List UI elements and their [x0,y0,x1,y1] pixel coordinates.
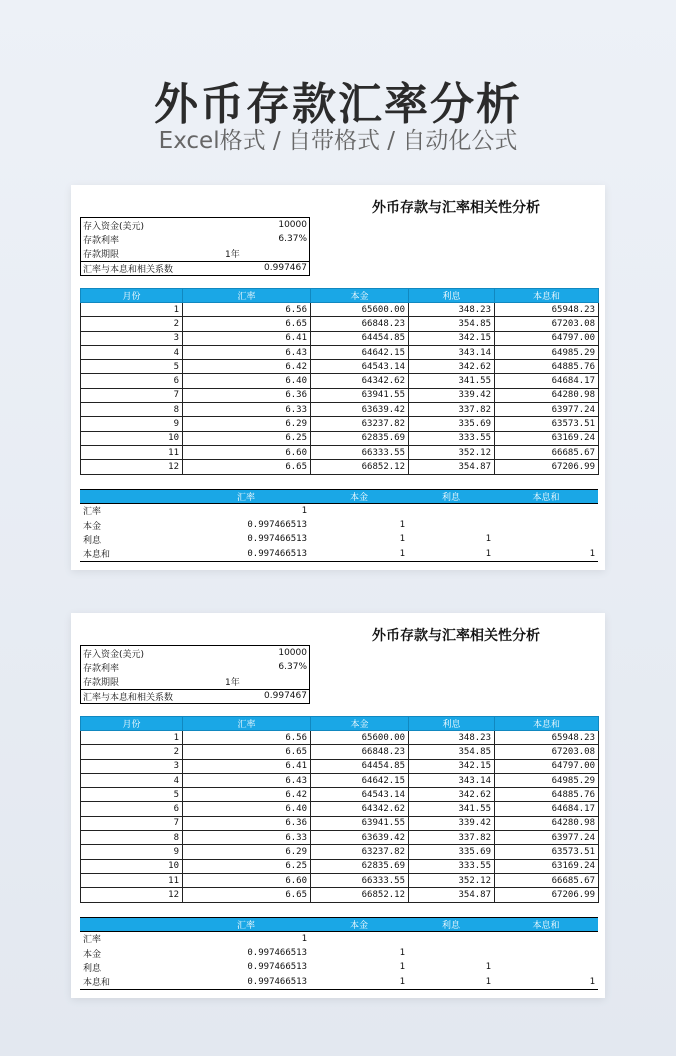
corr-row [80,518,598,532]
table-cell: 64684.17 [495,374,599,388]
corr-cell: 1 [494,547,598,561]
table-row [81,845,599,859]
corr-cell [494,946,598,960]
column-header: 利息 [409,717,495,731]
corr-cell: 1 [301,505,307,516]
corr-row [80,975,598,989]
page-subtitle: Excel格式 / 自带格式 / 自动化公式 [158,128,518,154]
table-cell: 1 [81,303,183,317]
table-cell: 341.55 [409,802,495,816]
table-cell: 66685.67 [495,873,599,887]
table-cell: 6.29 [183,845,311,859]
table-cell: 64885.76 [495,788,599,802]
corr-cell [408,932,494,946]
table-row [81,788,599,802]
corr-row-label: 利息 [83,535,102,546]
table-cell: 339.42 [409,388,495,402]
deposit-info-table [80,217,310,276]
table-cell: 62835.69 [311,431,409,445]
corr-column-header [80,490,182,504]
table-cell: 6.33 [183,403,311,417]
column-header: 本金 [311,717,409,731]
table-cell: 64797.00 [495,759,599,773]
info-label: 存款利率 [83,663,120,674]
table-cell: 64684.17 [495,802,599,816]
table-cell: 341.55 [409,374,495,388]
table-cell: 6.56 [183,731,311,745]
table-cell: 6.41 [183,331,311,345]
corr-cell [494,518,598,532]
table-cell: 64985.29 [495,773,599,787]
table-cell: 6.43 [183,773,311,787]
table-cell: 354.87 [409,888,495,902]
table-row [81,802,599,816]
corr-row [80,532,598,546]
table-cell: 335.69 [409,845,495,859]
table-cell: 6.65 [183,888,311,902]
table-cell: 64642.15 [311,773,409,787]
corr-row-label: 本息和 [80,975,182,989]
corr-cell [494,932,598,946]
table-cell: 6.42 [183,788,311,802]
corr-cell: 1 [399,520,405,531]
table-cell: 342.62 [409,360,495,374]
table-cell: 64642.15 [311,345,409,359]
table-cell: 63237.82 [311,417,409,431]
table-cell: 343.14 [409,345,495,359]
table-cell: 64342.62 [311,802,409,816]
info-value: 10000 [278,648,307,658]
table-cell: 337.82 [409,403,495,417]
table-cell: 342.62 [409,788,495,802]
table-cell: 7 [81,388,183,402]
info-row [81,689,310,704]
table-cell: 64280.98 [495,816,599,830]
sheet-title: 外币存款与汇率相关性分析 [372,628,540,644]
table-row [81,431,599,445]
info-row [81,261,310,276]
table-cell: 12 [81,888,183,902]
corr-row-label: 汇率 [83,507,102,518]
table-cell: 64342.62 [311,374,409,388]
table-cell: 64454.85 [311,331,409,345]
table-cell: 66852.12 [311,460,409,474]
corr-column-header: 汇率 [182,918,310,932]
table-row [81,816,599,830]
table-cell: 64797.00 [495,331,599,345]
corr-row [80,504,598,518]
table-cell: 6.40 [183,374,311,388]
info-label: 存款期限 [83,250,120,260]
corr-cell [408,504,494,518]
table-cell: 6.60 [183,445,311,459]
table-row [81,403,599,417]
info-row [81,247,310,262]
table-cell: 339.42 [409,816,495,830]
monthly-table [80,716,599,903]
corr-column-header: 本金 [310,918,408,932]
table-cell: 5 [81,788,183,802]
table-row [81,460,599,474]
column-header: 汇率 [183,717,311,731]
corr-column-header: 利息 [408,490,494,504]
table-cell: 354.85 [409,745,495,759]
corr-cell: 1 [310,975,408,989]
corr-cell [310,932,408,946]
corr-cell: 1 [310,547,408,561]
column-header: 本息和 [495,717,599,731]
info-label: 存款期限 [83,678,120,688]
info-value: 1年 [225,250,240,260]
info-label: 汇率与本息和相关系数 [81,261,196,276]
table-cell: 12 [81,460,183,474]
info-label: 存入资金(美元) [83,221,145,232]
correlation-table-header [80,490,598,504]
info-label: 汇率与本息和相关系数 [81,689,196,704]
info-row [81,218,310,233]
table-cell: 66685.67 [495,445,599,459]
table-row [81,831,599,845]
table-cell: 9 [81,417,183,431]
table-row [81,374,599,388]
table-cell: 63977.24 [495,403,599,417]
corr-column-header [80,918,182,932]
table-cell: 6.29 [183,417,311,431]
table-cell: 6.36 [183,816,311,830]
corr-cell: 1 [408,547,494,561]
table-cell: 66333.55 [311,445,409,459]
table-cell: 11 [81,873,183,887]
table-row [81,388,599,402]
monthly-table-header [81,717,599,731]
table-cell: 348.23 [409,731,495,745]
column-header: 月份 [81,717,183,731]
table-cell: 6.36 [183,388,311,402]
table-row [81,759,599,773]
deposit-info-table [80,645,310,704]
table-cell: 3 [81,331,183,345]
table-cell: 65948.23 [495,303,599,317]
corr-cell: 1 [399,534,405,545]
table-cell: 333.55 [409,431,495,445]
table-cell: 63639.42 [311,403,409,417]
info-row [81,660,310,675]
info-value: 0.997467 [195,261,310,276]
table-cell: 6.56 [183,303,311,317]
table-cell: 6.65 [183,317,311,331]
corr-cell: 0.997466513 [182,975,310,989]
spreadsheet-preview-1 [71,185,605,570]
table-cell: 65948.23 [495,731,599,745]
table-cell: 63941.55 [311,388,409,402]
table-cell: 6.41 [183,759,311,773]
table-cell: 352.12 [409,445,495,459]
table-row [81,888,599,902]
column-header: 利息 [409,289,495,303]
table-cell: 6 [81,802,183,816]
correlation-table [80,917,598,990]
table-row [81,303,599,317]
corr-cell: 0.997466513 [247,520,307,531]
table-cell: 66333.55 [311,873,409,887]
table-cell: 64885.76 [495,360,599,374]
info-value: 10000 [278,220,307,230]
corr-cell: 1 [485,962,491,973]
table-cell: 4 [81,773,183,787]
table-cell: 6.25 [183,859,311,873]
column-header: 本息和 [495,289,599,303]
corr-cell: 1 [301,933,307,944]
table-cell: 67206.99 [495,888,599,902]
table-cell: 333.55 [409,859,495,873]
page-title: 外币存款汇率分析 [154,79,522,130]
info-row [81,232,310,247]
table-cell: 63169.24 [495,859,599,873]
correlation-table [80,489,598,562]
corr-cell: 0.997466513 [247,948,307,959]
table-row [81,417,599,431]
table-cell: 10 [81,859,183,873]
info-value: 6.37% [278,234,307,245]
monthly-table [80,288,599,475]
corr-row-label: 本息和 [80,547,182,561]
corr-row [80,960,598,974]
table-row [81,360,599,374]
table-cell: 6.42 [183,360,311,374]
table-cell: 66852.12 [311,888,409,902]
corr-cell [494,960,598,974]
table-cell: 66848.23 [311,745,409,759]
corr-cell: 1 [485,534,491,545]
table-cell: 2 [81,745,183,759]
info-label: 存入资金(美元) [83,649,145,660]
corr-row-label: 汇率 [83,935,102,946]
corr-row-label: 本金 [83,949,102,960]
corr-cell: 1 [399,948,405,959]
spreadsheet-preview-2 [71,613,605,998]
table-cell: 67203.08 [495,317,599,331]
table-row [81,773,599,787]
corr-row-label: 本金 [83,521,102,532]
table-row [81,445,599,459]
info-value: 6.37% [278,662,307,673]
column-header: 本金 [311,289,409,303]
table-row [81,317,599,331]
table-cell: 64543.14 [311,788,409,802]
corr-column-header: 本金 [310,490,408,504]
table-cell: 2 [81,317,183,331]
table-row [81,745,599,759]
corr-row [80,946,598,960]
table-cell: 4 [81,345,183,359]
corr-cell: 0.997466513 [247,962,307,973]
table-cell: 64543.14 [311,360,409,374]
corr-cell: 1 [399,962,405,973]
table-cell: 3 [81,759,183,773]
table-cell: 65600.00 [311,731,409,745]
corr-cell [310,504,408,518]
corr-cell [408,946,494,960]
info-label: 存款利率 [83,235,120,246]
table-cell: 6.43 [183,345,311,359]
table-cell: 67206.99 [495,460,599,474]
table-cell: 7 [81,816,183,830]
corr-column-header: 汇率 [182,490,310,504]
table-row [81,331,599,345]
corr-cell: 0.997466513 [182,547,310,561]
table-cell: 10 [81,431,183,445]
table-cell: 63639.42 [311,831,409,845]
table-cell: 342.15 [409,759,495,773]
monthly-table-header [81,289,599,303]
correlation-table-header [80,918,598,932]
corr-cell [494,504,598,518]
table-row [81,731,599,745]
info-value: 0.997467 [195,689,310,704]
table-cell: 335.69 [409,417,495,431]
corr-row-label: 利息 [83,963,102,974]
table-cell: 8 [81,831,183,845]
corr-column-header: 本息和 [494,490,598,504]
table-cell: 67203.08 [495,745,599,759]
table-cell: 6.65 [183,745,311,759]
corr-cell [408,518,494,532]
corr-cell: 1 [408,975,494,989]
table-cell: 6.25 [183,431,311,445]
table-cell: 62835.69 [311,859,409,873]
corr-column-header: 本息和 [494,918,598,932]
table-cell: 64985.29 [495,345,599,359]
table-cell: 66848.23 [311,317,409,331]
table-cell: 63573.51 [495,417,599,431]
table-cell: 8 [81,403,183,417]
table-cell: 352.12 [409,873,495,887]
table-cell: 9 [81,845,183,859]
table-row [81,345,599,359]
table-cell: 6.65 [183,460,311,474]
table-cell: 354.87 [409,460,495,474]
table-cell: 63573.51 [495,845,599,859]
column-header: 月份 [81,289,183,303]
corr-cell: 0.997466513 [247,534,307,545]
table-cell: 6.40 [183,802,311,816]
table-row [81,873,599,887]
table-row [81,859,599,873]
table-cell: 348.23 [409,303,495,317]
table-cell: 6.33 [183,831,311,845]
table-cell: 64280.98 [495,388,599,402]
corr-cell [494,532,598,546]
table-cell: 65600.00 [311,303,409,317]
column-header: 汇率 [183,289,311,303]
table-cell: 337.82 [409,831,495,845]
table-cell: 11 [81,445,183,459]
corr-row [80,547,598,561]
table-cell: 63237.82 [311,845,409,859]
corr-column-header: 利息 [408,918,494,932]
table-cell: 5 [81,360,183,374]
table-cell: 343.14 [409,773,495,787]
sheet-title: 外币存款与汇率相关性分析 [372,200,540,216]
info-row [81,675,310,690]
table-cell: 1 [81,731,183,745]
corr-row [80,932,598,946]
table-cell: 63169.24 [495,431,599,445]
table-cell: 63977.24 [495,831,599,845]
corr-cell: 1 [494,975,598,989]
table-cell: 64454.85 [311,759,409,773]
info-value: 1年 [225,678,240,688]
table-cell: 342.15 [409,331,495,345]
table-cell: 6 [81,374,183,388]
table-cell: 63941.55 [311,816,409,830]
table-cell: 354.85 [409,317,495,331]
table-cell: 6.60 [183,873,311,887]
info-row [81,646,310,661]
